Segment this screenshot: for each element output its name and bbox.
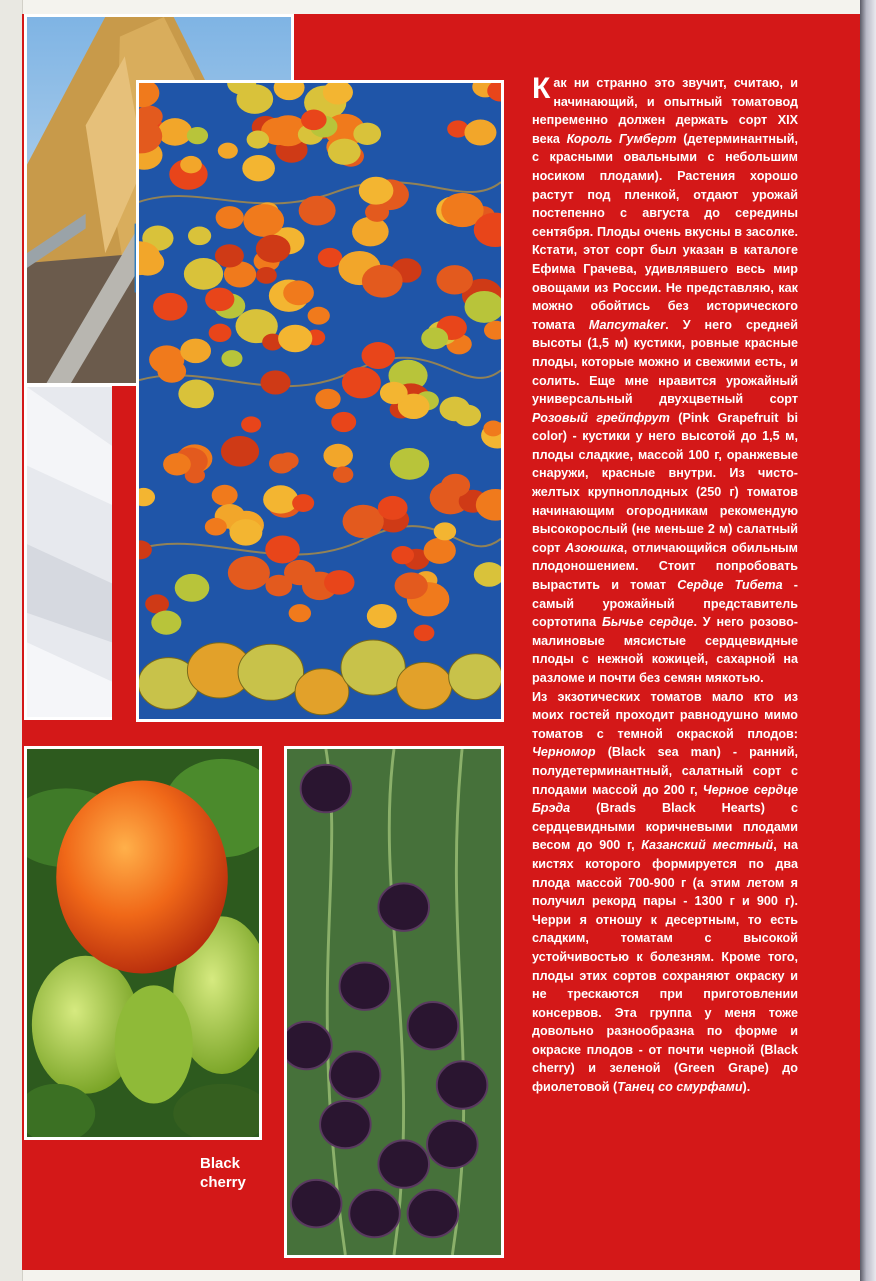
tomato-shape — [414, 625, 435, 642]
tomato-shape — [265, 536, 300, 564]
text-run: (Brads Black Hearts) с сердцевидными коричневыми плодами весом до 900 г, — [532, 801, 798, 853]
tomato-shape — [308, 307, 330, 325]
tomato-shape — [209, 324, 232, 342]
greenhouse-film-photo — [24, 384, 112, 720]
tomato-shape — [454, 405, 481, 427]
tomato-shape — [163, 453, 191, 475]
tomato-shape — [464, 120, 496, 146]
text-run: ). — [742, 1080, 751, 1095]
tomato-shape — [269, 454, 294, 474]
tomato-shape — [221, 350, 242, 367]
text-run: , на кистях которого формируется по два плода массой 700-900 г (а этим летом я получил рекорд пары - 1300 г и 900 г). Черри я отношу к десертным, то есть сладким, томатам с высокой устойчивостью к болезням. Кроме того, плоды этих сортов сохраняют окраску и не трескаются при приготовлении консервов. Эта группа у меня тоже довольно разнообразна по форме и окраске плодов - от почти черной (Black cherry) и зеленой (Green Grape) до фиолетовой ( — [532, 838, 798, 1095]
tomato-shape — [395, 572, 428, 599]
tomato-shape — [188, 227, 211, 246]
black-tomato-shape — [287, 1022, 332, 1069]
black-tomato-shape — [301, 765, 352, 812]
tomato-harvest-photo — [136, 80, 504, 722]
black-tomato-shape — [427, 1121, 478, 1168]
tomato-shape — [205, 518, 227, 536]
article-paragraph-1 — [532, 74, 798, 688]
black-tomato-shape — [320, 1101, 371, 1148]
variety-name: Черное сердце Брэда — [532, 782, 799, 816]
tomato-shape — [378, 496, 408, 520]
black-tomato-shape — [291, 1180, 342, 1227]
black-cherry-photo — [284, 746, 504, 1258]
tomato-shape — [421, 327, 448, 349]
tomato-shape — [362, 342, 395, 369]
tomato-shape — [243, 204, 284, 237]
tomato-shape — [242, 155, 275, 181]
page-edge-shadow — [860, 0, 876, 1281]
tomato-shape — [205, 288, 234, 312]
tomato-shape — [263, 485, 298, 513]
tomato-shape — [436, 265, 473, 294]
tomato-shape — [236, 84, 273, 114]
tomato-shape — [359, 177, 394, 205]
page-gutter — [0, 0, 23, 1281]
variety-name: Розовый грейпфрут — [532, 410, 670, 425]
tomato-shape — [367, 604, 397, 628]
tomato-shape — [390, 448, 429, 480]
variety-name: Черномор — [532, 745, 596, 760]
black-tomato-shape — [437, 1061, 488, 1108]
tomato-shape — [343, 505, 384, 538]
tomato-shape — [333, 466, 353, 482]
text-run: . У него розово-малиновые мясистые сердцевидные плоды с нежной кожицей, сахарной на разломе и почти без семян мякотью. — [532, 615, 798, 685]
tomato-shape — [180, 339, 211, 364]
tomato-shape — [260, 370, 290, 394]
article-text — [532, 74, 798, 1097]
tomato-shape — [228, 556, 270, 590]
tomato-shape — [215, 244, 244, 267]
tomato-shape — [292, 494, 314, 512]
paragraph-2-body — [532, 690, 798, 1094]
tomato-shape — [241, 416, 261, 432]
text-run: , отличающийся обильным плодоношением. Стоит попробовать вырастить и томат — [532, 540, 798, 593]
text-run: (детерминантный, с красными овальными с небольшим носиком плодами). Растения хорошо растут под пленкой, отдают урожай постепенно с августа до середины сентября. Плоды очень вкусны в засолке. Кстати, этот сорт был указан в каталоге Ефима Грачева, удивлявшего весь мир овощами из России. Не представляю, как можно обойтись без исторического томата — [532, 131, 798, 332]
tomato-shape — [175, 574, 210, 602]
tomato-shape — [328, 139, 361, 165]
variety-name: Казанский местный — [641, 838, 774, 853]
tomato-shape — [315, 389, 340, 409]
black-tomato-shape — [378, 1140, 429, 1187]
tomato-shape — [278, 325, 312, 353]
caption-line-2: cherry — [200, 1174, 246, 1191]
tomato-shape — [265, 575, 292, 597]
tomato-shape — [218, 143, 238, 159]
tomato-shape — [424, 538, 456, 564]
tomato-shape — [318, 248, 342, 268]
tomato-shape — [230, 519, 263, 546]
text-run: (Black sea man) - ранний, полудетерминантный, салатный сорт с плодами массой до 200 г, — [532, 745, 798, 797]
black-tomato-shape — [408, 1190, 459, 1237]
text-run: Из экзотических томатов мало кто из моих гостей проходит равнодушно мимо томатов с темной окраской плодов: — [532, 689, 798, 741]
tomato-shape — [342, 367, 381, 398]
black-tomato-shape — [408, 1002, 459, 1049]
tomato-shape — [247, 131, 269, 149]
black-tomato-shape — [340, 962, 391, 1009]
drop-cap: К — [532, 72, 551, 105]
tomato-shape — [362, 265, 403, 298]
tomato-shape — [391, 546, 414, 564]
variety-name: Танец со смурфами — [617, 1080, 743, 1095]
tomato-shape — [212, 485, 238, 506]
tomato-shape — [301, 110, 327, 131]
paragraph-1-body — [532, 72, 798, 685]
black-tomato-shape — [378, 883, 429, 930]
tomato-shape — [187, 127, 208, 144]
tomato-shape — [331, 412, 356, 432]
text-run: . У него средней высоты (1,5 м) кустики, ровные красные плоды, которые можно и свежими есть, и солить. Еще мне нравится урожайный универсальный двухцветный сорт — [532, 317, 798, 407]
ribbed-tomato-shape — [238, 644, 304, 700]
black-tomato-shape — [330, 1051, 381, 1098]
tomato-shape — [151, 611, 181, 635]
tomato-shape — [324, 570, 354, 595]
tomato-shape — [158, 118, 192, 146]
tomato-shape — [323, 444, 353, 468]
text-run: (Pink Grapefruit bi color) - кустики у него высотой до 1,5 м, плоды сладкие, массой 100 г, оранжевые снаружи, красные внутри. Из чисто-желтых крупноплодных (250 г) томатов начинающим огородникам рекомендую высокорослый (не меньше 2 м) салатный сорт — [532, 410, 798, 555]
tomato-shape — [153, 293, 187, 321]
tomato-shape — [380, 382, 408, 404]
tomato-shape — [353, 123, 381, 145]
tomato-shape — [256, 267, 277, 284]
tomato-shape — [256, 235, 291, 263]
text-run: ак ни странно это звучит, считаю, и начинающий, и опытный томатовод непременно должен держать сорт XIX века — [532, 76, 798, 146]
tomato-shape — [216, 206, 244, 229]
article-paragraph-2 — [532, 688, 798, 1097]
ribbed-tomato-shape — [295, 669, 349, 715]
tomato-shape — [352, 217, 389, 247]
tomato-shape — [441, 474, 470, 497]
tomato-shape — [178, 380, 214, 409]
tomato-shape — [184, 258, 223, 290]
tomato-shape — [434, 522, 456, 540]
variety-name: Азоюшка — [565, 540, 624, 555]
variety-name: Сердце Тибета — [677, 578, 783, 593]
variety-name: Бычье сердце — [601, 615, 694, 630]
black-tomato-shape — [349, 1190, 400, 1237]
tomato-shape — [157, 360, 186, 383]
variety-name: Король Гумберт — [566, 131, 677, 146]
tomato-shape — [299, 196, 336, 226]
text-run: - самый урожайный представитель сортотипа — [532, 578, 798, 630]
ribbed-tomato-shape — [397, 662, 452, 709]
tomato-shape — [289, 604, 311, 622]
ribbed-tomato-shape — [449, 654, 501, 700]
caption-line-1: Black — [200, 1155, 241, 1172]
tomato-shape — [180, 156, 202, 173]
ribbed-tomato-shape — [341, 640, 405, 695]
photo-caption — [200, 1154, 280, 1192]
tomato-shape — [283, 280, 314, 305]
large-tomato-photo — [24, 746, 262, 1140]
tomato-shape — [221, 436, 259, 467]
variety-name: Мапсутaker — [588, 317, 666, 332]
